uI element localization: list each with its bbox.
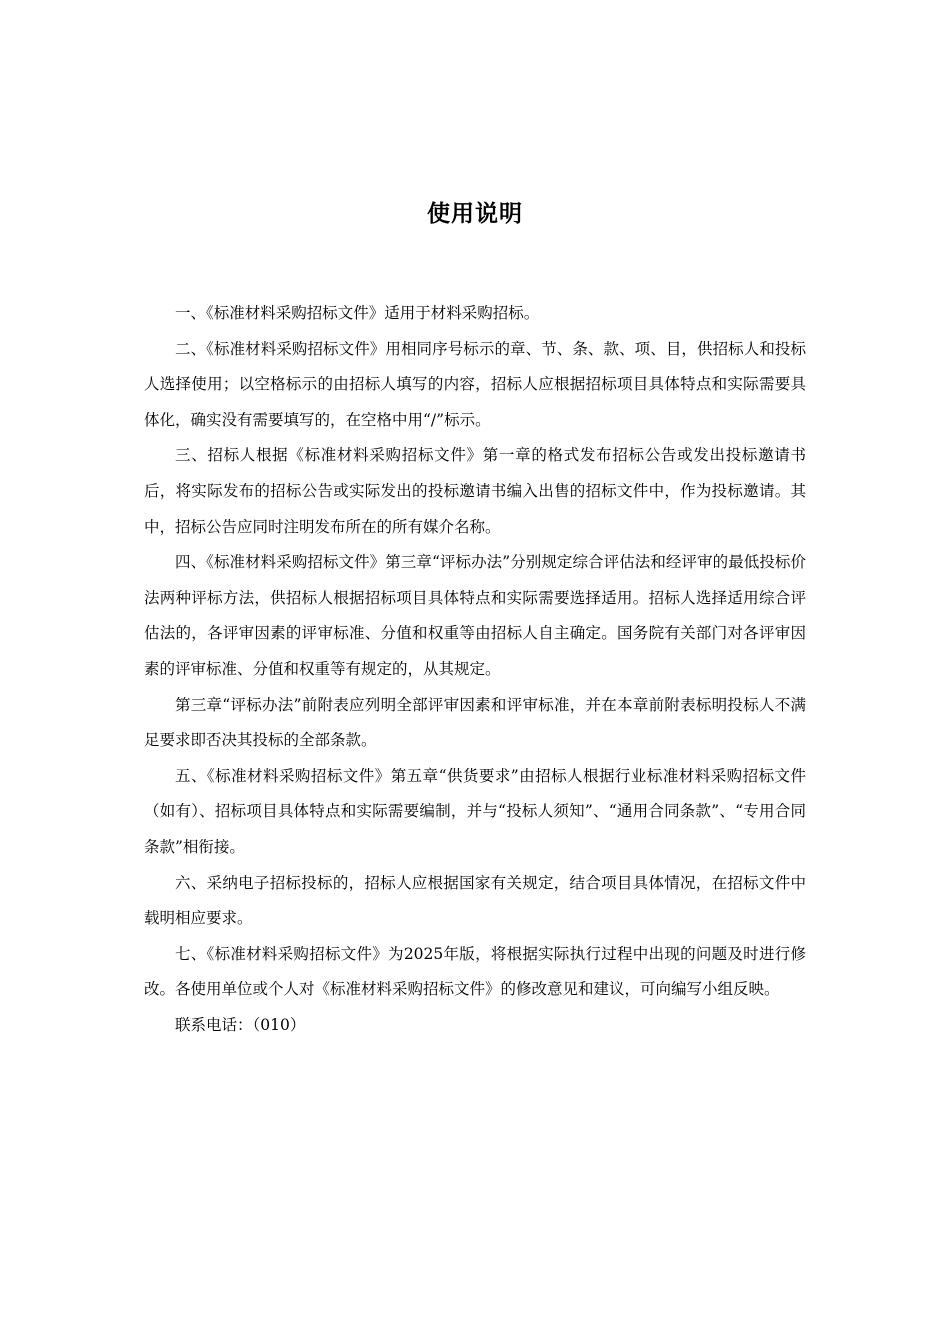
paragraph-6: 五、《标准材料采购招标文件》第五章“供货要求”由招标人根据行业标准材料采购招标文件（如有）、招标项目具体特点和实际需要编制，并与“投标人须知”、“通用合同条款”、“专用合同条款”相衔接。 <box>144 766 806 856</box>
page-title: 使用说明 <box>427 201 523 228</box>
paragraph-3: 三、招标人根据《标准材料采购招标文件》第一章的格式发布招标公告或发出投标邀请书后，将实际发布的招标公告或实际发出的投标邀请书编入出售的招标文件中，作为投标邀请。其中，招标公告应同时注明发布所在的所有媒介名称。 <box>144 446 806 536</box>
contact-phone: 联系电话：（010） <box>175 1015 306 1034</box>
paragraph-5: 第三章“评标办法”前附表应列明全部评审因素和评审标准，并在本章前附表标明投标人不满足要求即否决其投标的全部条款。 <box>144 695 806 750</box>
paragraph-2: 二、《标准材料采购招标文件》用相同序号标示的章、节、条、款、项、目，供招标人和投标人选择使用；以空格标示的由招标人填写的内容，招标人应根据招标项目具体特点和实际需要具体化，确实没有需要填写的，在空格中用“/”标示。 <box>144 339 806 429</box>
paragraph-4: 四、《标准材料采购招标文件》第三章“评标办法”分别规定综合评估法和经评审的最低投标价法两种评标方法，供招标人根据招标项目具体特点和实际需要选择适用。招标人选择适用综合评估法的，各评审因素的评审标准、分值和权重等由招标人自主确定。国务院有关部门对各评审因素的评审标准、分值和权重等有规定的，从其规定。 <box>144 553 806 678</box>
paragraph-1: 一、《标准材料采购招标文件》适用于材料采购招标。 <box>175 304 540 322</box>
paragraph-8: 七、《标准材料采购招标文件》为2025年版，将根据实际执行过程中出现的问题及时进行修改。各使用单位或个人对《标准材料采购招标文件》的修改意见和建议，可向编写小组反映。 <box>144 944 806 999</box>
document-body <box>144 296 806 1043</box>
paragraph-7: 六、采纳电子招标投标的，招标人应根据国家有关规定，结合项目具体情况，在招标文件中载明相应要求。 <box>144 873 806 928</box>
